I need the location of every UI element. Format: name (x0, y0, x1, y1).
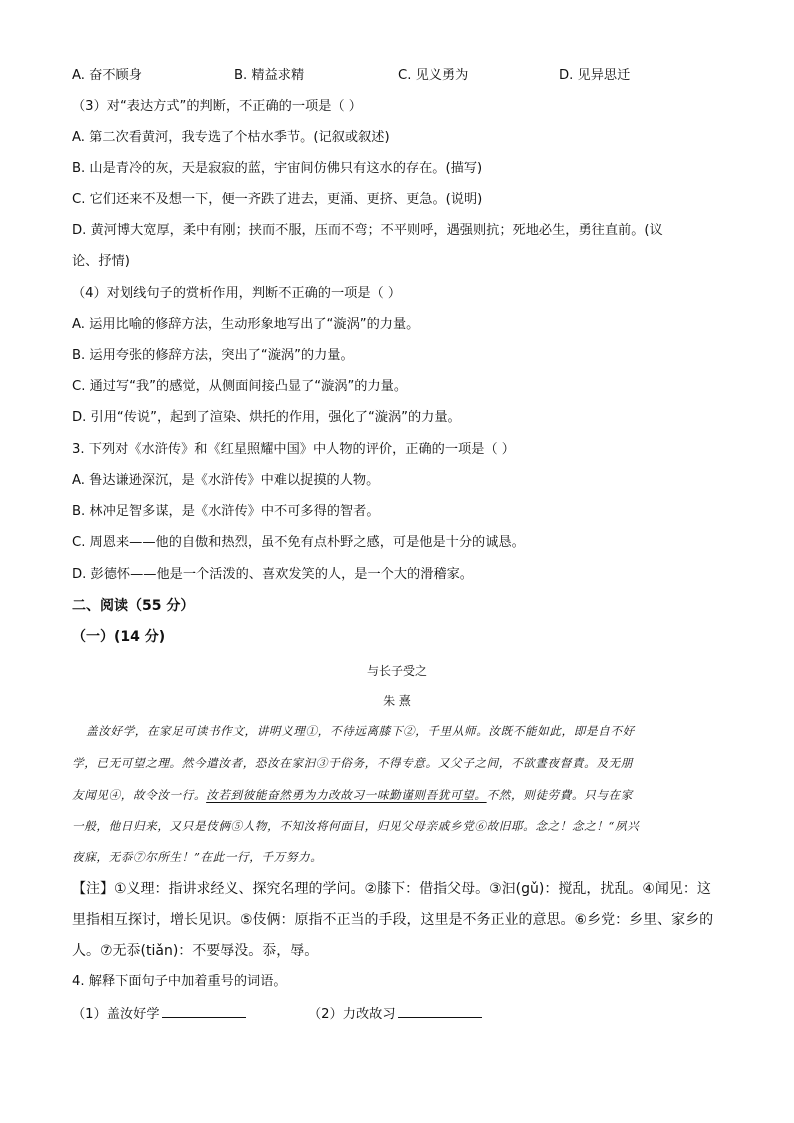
q2-4-option-b: B. 运用夸张的修辞方法，突出了“漩涡”的力量。 (72, 348, 354, 363)
q2-4-option-a: A. 运用比喻的修辞方法，生动形象地写出了“漩涡”的力量。 (72, 317, 420, 332)
q2-3-option-a: A. 第二次看黄河，我专选了个枯水季节。(记叙或叙述) (72, 130, 390, 145)
notes-line-2: 里指相互探讨，增长见识。⑤伎俩：原指不正当的手段，这里是不务正业的意思。⑥乡党：乡里、家乡的 (72, 912, 714, 928)
section-title: 二、阅读（55 分） (72, 598, 195, 614)
passage-title: 与长子受之 (366, 664, 427, 678)
passage-line-1: 盖汝好学，在家足可读书作文，讲明义理①，不待远离膝下②，千里从师。汝既不能如此，即是自不好 (86, 724, 635, 738)
q3-stem: 3. 下列对《水浒传》和《红星照耀中国》中人物的评价，正确的一项是（ ） (72, 442, 515, 457)
q2-4-stem: （4）对划线句子的赏析作用，判断不正确的一项是（ ） (72, 286, 402, 301)
q2-options-row (72, 66, 732, 86)
option-b: B. 精益求精 (234, 68, 305, 83)
q4-stem: 4. 解释下面句子中加着重号的词语。 (72, 974, 287, 989)
passage-line-3 (72, 786, 633, 804)
passage-line-3-end: 不然，则徒劳費。只与在家 (486, 788, 633, 802)
q2-3-option-d-line2: 论、抒情) (72, 254, 130, 269)
passage-line-3-start: 友闻见④，故令汝一行。 (72, 788, 207, 802)
q4-item-2-label: （2）力改故习 (308, 1007, 396, 1022)
q2-3-option-b: B. 山是青冷的灰，天是寂寂的蓝，宇宙间仿佛只有这水的存在。(描写) (72, 161, 483, 176)
q4-item-2 (308, 1003, 482, 1025)
q4-item-1-label: （1）盖汝好学 (72, 1007, 160, 1022)
option-c: C. 见义勇为 (398, 68, 469, 83)
option-a: A. 奋不顾身 (72, 68, 142, 83)
notes-line-3: 人。⑦无忝(tiǎn)：不要辱没。忝，辱。 (72, 943, 319, 959)
q3-option-b: B. 林冲足智多谋，是《水浒传》中不可多得的智者。 (72, 504, 380, 519)
q2-4-option-c: C. 通过写“我”的感觉，从侧面间接凸显了“漩涡”的力量。 (72, 379, 408, 394)
answer-blank-2[interactable] (398, 1003, 482, 1018)
q2-3-option-d-line1: D. 黄河博大宽厚，柔中有刚；挟而不服，压而不弯；不平则呼，遇强则抗；死地必生，勇往直前。(议 (72, 223, 663, 238)
q2-3-option-c: C. 它们还来不及想一下，便一齐跌了进去，更涌、更挤、更急。(说明) (72, 192, 483, 207)
q2-4-option-d: D. 引用“传说”，起到了渲染、烘托的作用，强化了“漩涡”的力量。 (72, 410, 461, 425)
part-title: （一）(14 分) (72, 629, 166, 645)
q4-item-1 (72, 1003, 246, 1025)
q3-option-c: C. 周恩来——他的自傲和热烈，虽不免有点朴野之感，可是他是十分的诚恳。 (72, 535, 525, 550)
notes-line-1: 【注】①义理：指讲求经义、探究名理的学问。②膝下：借指父母。③汩(gǔ)：搅乱，扰乱。④闻见：这 (72, 881, 711, 897)
passage-line-4: 一般，他日归来，又只是伎俩⑤人物，不知汝将何面目，归见父母亲戚乡党⑥故旧耶。念之！念之！“夙兴 (72, 819, 640, 833)
q3-option-a: A. 鲁达谦逊深沉，是《水浒传》中难以捉摸的人物。 (72, 473, 380, 488)
q4-items-row (72, 1003, 672, 1023)
q2-3-stem: （3）对“表达方式”的判断，不正确的一项是（ ） (72, 99, 362, 114)
passage-author: 朱 熹 (383, 694, 411, 708)
answer-blank-1[interactable] (162, 1003, 246, 1018)
q3-option-d: D. 彭德怀——他是一个活泼的、喜欢发笑的人，是一个大的滑稽家。 (72, 567, 473, 582)
passage-line-2: 学，已无可望之理。然今遣汝者，恐汝在家汩③于俗务，不得专意。又父子之间，不欲晝夜督責。及无朋 (72, 756, 633, 770)
passage-line-5: 夜寐，无忝⑦尔所生！”在此一行，千万努力。 (72, 850, 323, 864)
underlined-sentence: 汝若到彼能奋然勇为力改故习一味勤谨则吾犹可望。 (206, 788, 487, 802)
option-d: D. 见异思迁 (559, 68, 631, 83)
